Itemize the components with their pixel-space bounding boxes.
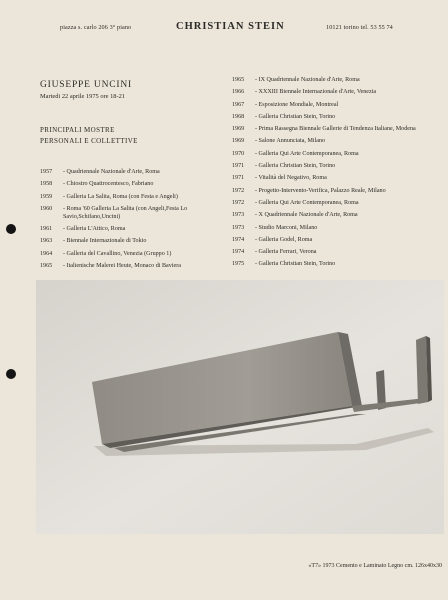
exhibition-item — [232, 137, 442, 145]
exhibition-text: - X Quadriennale Nazionale d'Arte, Roma — [255, 212, 358, 219]
exhibition-year: 1968 — [232, 113, 245, 120]
exhibition-text: - Chiostro Quattrocentesco, Fabriano — [63, 181, 154, 188]
exhibition-item — [232, 199, 442, 207]
exhibition-item — [232, 88, 442, 96]
exhibition-text: - Vitalità del Negativo, Roma — [255, 175, 327, 182]
exhibition-item — [232, 248, 442, 256]
exhibition-year: 1959 — [40, 193, 53, 200]
exhibition-year: 1969 — [232, 126, 245, 133]
exhibition-text: - Italienische Malerei Heute, Monaco di Baviera — [63, 263, 181, 270]
exhibition-item — [40, 237, 228, 245]
exhibition-year: 1963 — [40, 238, 53, 245]
exhibition-year: 1961 — [40, 226, 53, 233]
letterhead — [0, 20, 448, 34]
exhibition-year: 1960 — [40, 205, 53, 212]
exhibition-item — [40, 180, 228, 188]
exhibition-year: 1972 — [232, 187, 245, 194]
exhibition-year: 1967 — [232, 101, 245, 108]
exhibition-year: 1971 — [232, 163, 245, 170]
artist-name: GIUSEPPE UNCINI — [40, 80, 132, 90]
exhibition-text: - Quadriennale Nazionale d'Arte, Roma — [63, 169, 160, 175]
artwork-caption: «T7» 1973 Cemento e Laminato Legno cm. 126x40x30 — [308, 563, 442, 569]
section-heading: PRINCIPALI MOSTRE — [40, 126, 115, 134]
exhibition-year: 1974 — [232, 236, 245, 243]
exhibition-item — [40, 193, 228, 201]
exhibition-item — [232, 260, 442, 268]
exhibition-item — [232, 162, 442, 170]
exhibition-text: - Salone Annunciata, Milano — [255, 138, 326, 145]
exhibition-item — [40, 225, 228, 233]
opening-date: Martedi 22 aprile 1975 ore 18-21 — [40, 93, 126, 100]
binder-hole — [6, 369, 16, 379]
exhibition-text: - Studio Marconi, Milano — [255, 224, 318, 231]
exhibition-year: 1971 — [232, 175, 245, 182]
exhibition-text: - Prima Rassegna Biennale Gallerie di Tendenza Italiane, Modena — [255, 126, 416, 133]
exhibition-year: 1964 — [40, 250, 53, 257]
exhibition-year: 1958 — [40, 181, 53, 188]
exhibition-year: 1974 — [232, 249, 245, 256]
exhibition-text: - Galleria Christian Stein, Torino — [255, 113, 336, 120]
exhibition-text: - Galleria Christian Stein, Torino — [255, 261, 336, 268]
exhibition-text: - Galleria L'Attico, Roma — [63, 226, 126, 233]
exhibition-item — [232, 174, 442, 182]
exhibition-list-left — [40, 168, 228, 274]
exhibition-list-right — [232, 76, 442, 273]
exhibition-item — [232, 76, 442, 84]
exhibition-text: - Galleria Godel, Roma — [255, 236, 313, 243]
exhibition-text: - Galleria Christian Stein, Torino — [255, 163, 336, 170]
exhibition-item — [40, 250, 228, 258]
section-subheading: PERSONALI E COLLETTIVE — [40, 137, 138, 145]
exhibition-text: - Progetto-Intervento-Verifica, Palazzo Reale, Milano — [255, 187, 386, 194]
exhibition-text: - Roma '60 Galleria La Salita (con Angeli,Festa Lo Savio,Schifano,Uncini) — [63, 205, 188, 220]
exhibition-text: - Galleria del Cavallino, Venezia (Gruppo 1) — [63, 250, 172, 257]
exhibition-year: 1966 — [232, 89, 245, 96]
gallery-name: CHRISTIAN STEIN — [176, 21, 285, 32]
exhibition-item — [40, 168, 228, 176]
exhibition-year: 1970 — [232, 150, 245, 157]
exhibition-item — [40, 205, 228, 221]
artwork-photo — [36, 280, 444, 534]
exhibition-item — [232, 211, 442, 219]
exhibition-year: 1973 — [232, 224, 245, 231]
exhibition-item — [232, 113, 442, 121]
exhibition-year: 1965 — [40, 263, 53, 270]
exhibition-item — [232, 236, 442, 244]
exhibition-year: 1975 — [232, 261, 245, 268]
exhibition-text: - Galleria Qui Arte Contemporanea, Roma — [255, 150, 359, 157]
exhibition-item — [232, 150, 442, 158]
gallery-address: piazza s. carlo 206 3° piano — [60, 24, 132, 31]
exhibition-year: 1969 — [232, 138, 245, 145]
exhibition-year: 1957 — [40, 169, 53, 175]
gallery-contact: 10121 torino tel. 53 55 74 — [326, 24, 393, 31]
exhibition-item — [232, 125, 442, 133]
sculpture-image — [36, 280, 444, 534]
exhibition-item — [232, 224, 442, 232]
exhibition-item — [40, 262, 228, 270]
exhibition-text: - XXXIII Biennale Internazionale d'Arte, Venezia — [255, 89, 377, 96]
exhibition-year: 1965 — [232, 77, 245, 83]
exhibition-text: - IX Quadriennale Nazionale d'Arte, Roma — [255, 77, 360, 83]
exhibition-text: - Galleria Qui Arte Contemporanea, Roma — [255, 199, 359, 206]
exhibition-text: - Biennale Internazionale di Tokio — [63, 238, 147, 245]
exhibition-year: 1973 — [232, 212, 245, 219]
exhibition-year: 1972 — [232, 199, 245, 206]
exhibition-text: - Galleria La Salita, Roma (con Festa e Angeli) — [63, 193, 178, 200]
binder-hole — [6, 224, 16, 234]
exhibition-item — [232, 101, 442, 109]
exhibition-text: - Galleria Ferrari, Verona — [255, 249, 317, 256]
exhibition-item — [232, 187, 442, 195]
exhibition-text: - Esposizione Mondiale, Montreal — [255, 101, 339, 108]
